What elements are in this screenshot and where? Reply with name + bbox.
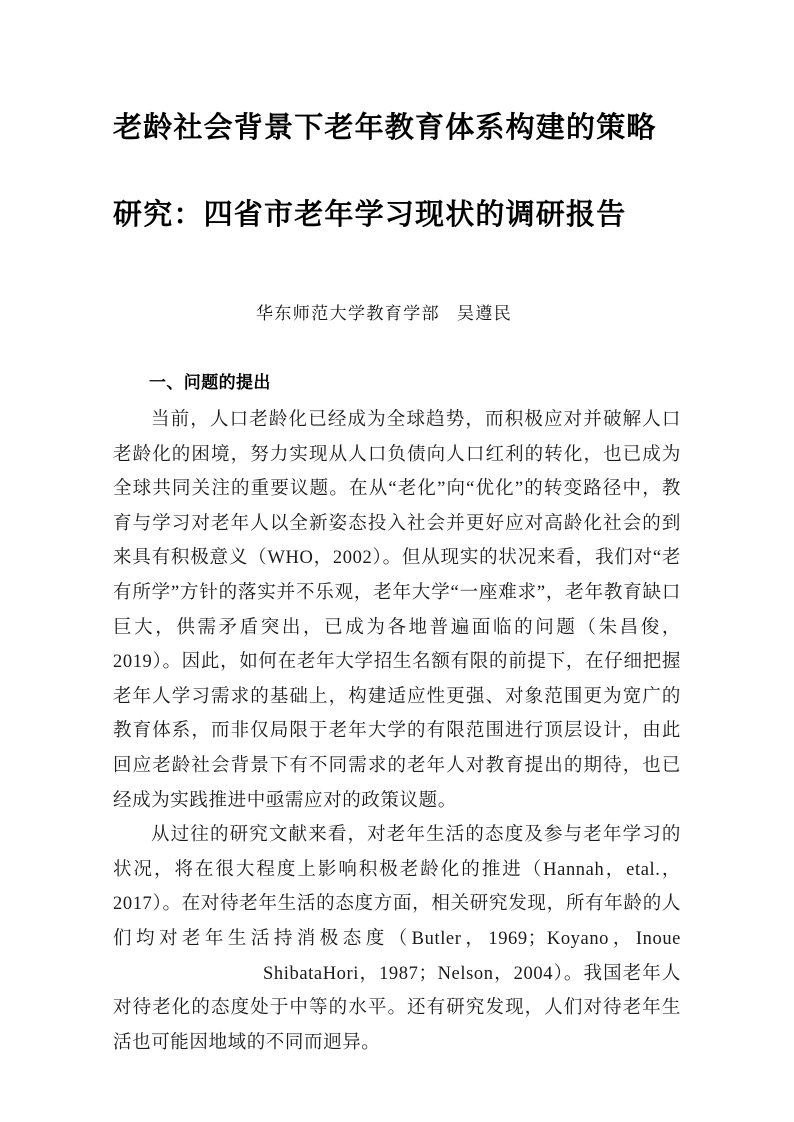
author-name: 吴遵民 xyxy=(457,304,513,323)
section-heading-1: 一、问题的提出 xyxy=(149,373,271,393)
body-paragraph-2-part-a: 从过往的研究文献来看，对老年生活的态度及参与老年学习的状况，将在很大程度上影响积极老龄化的推进（Hannah，etal.，2017）。在对待老年生活的态度方面，相关研究发现，所有年龄的人们均对老年生活持消极态度（Butler，1969；Koyano，Inoue xyxy=(113,825,681,949)
page-content xyxy=(113,0,681,1060)
body-paragraph-1: 当前，人口老龄化已经成为全球趋势，而积极应对并破解人口老龄化的困境，努力实现从人口负债向人口红利的转化，也已成为全球共同关注的重要议题。在从“老化”向“优化”的转变路径中，教育与学习对老年人以全新姿态投入社会并更好应对高龄化社会的到来具有积极意义（WHO，2002）。但从现实的状况来看，我们对“老有所学”方针的落实并不乐观，老年大学“一座难求”，老年教育缺口巨大，供需矛盾突出，已成为各地普遍面临的问题（朱昌俊，2019）。因此，如何在老年大学招生名额有限的前提下，在仔细把握老年人学习需求的基础上，构建适应性更强、对象范围更为宽广的教育体系，而非仅局限于老年大学的有限范围进行顶层设计，由此回应老龄社会背景下有不同需求的老年人对教育提出的期待，也已经成为实践推进中亟需应对的政策议题。 xyxy=(113,410,681,811)
page-title xyxy=(113,0,681,237)
page-title-line-2: 研究：四省市老年学习现状的调研报告 xyxy=(113,199,627,231)
author-byline xyxy=(113,237,681,328)
author-affiliation: 华东师范大学教育学部 xyxy=(256,304,440,323)
page-title-line-1: 老龄社会背景下老年教育体系构建的策略 xyxy=(113,112,657,144)
body-paragraph-2 xyxy=(113,818,681,1060)
body-paragraph-2-part-b: ShibataHori，1987；Nelson，2004）。我国老年人对待老化的态度处于中等的水平。还有研究发现，人们对待老年生活也可能因地域的不同而迥异。 xyxy=(113,963,681,1053)
